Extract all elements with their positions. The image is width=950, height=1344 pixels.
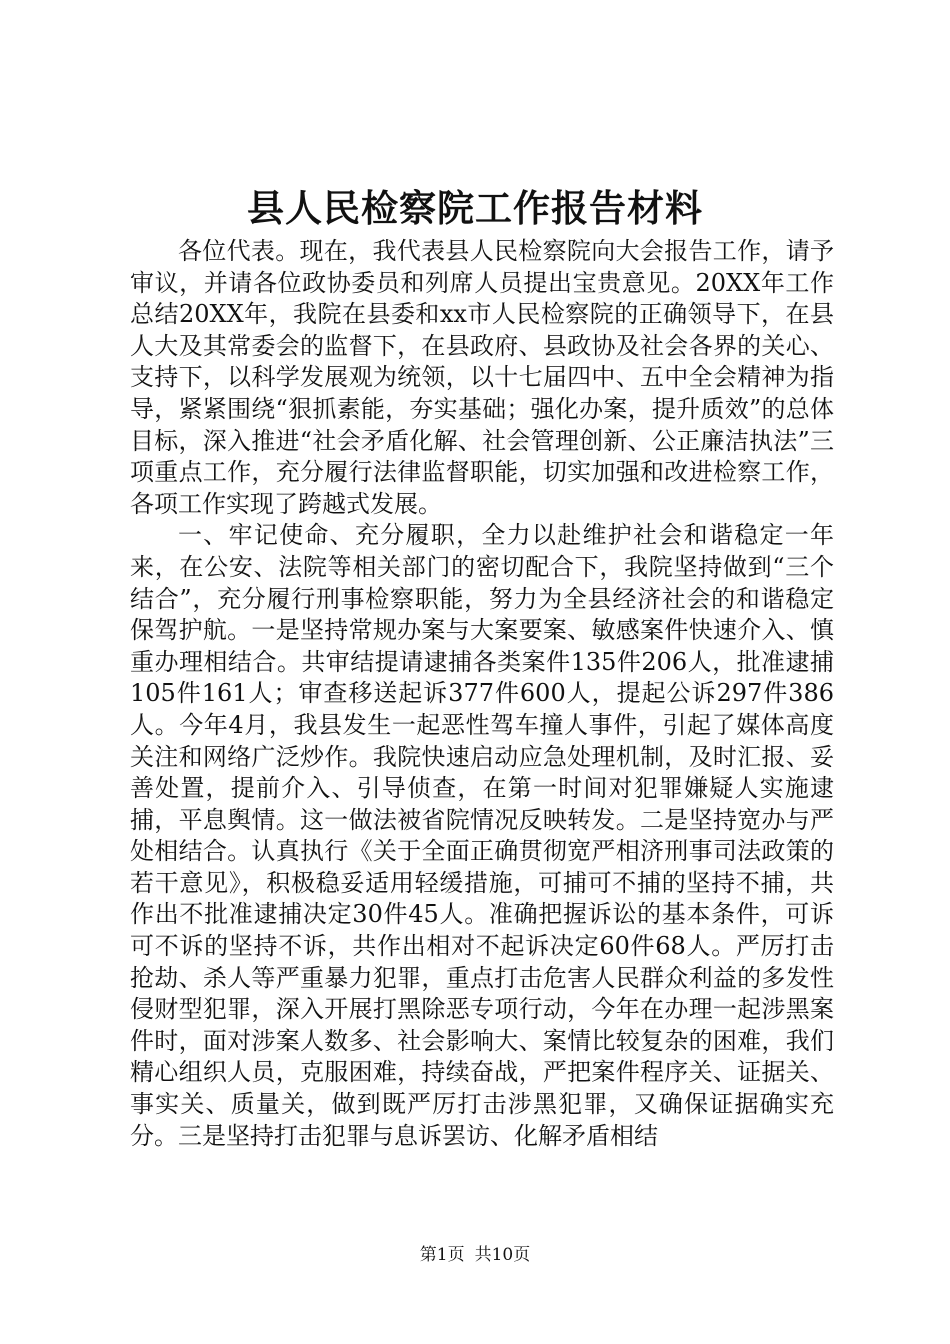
document-title: 县人民检察院工作报告材料 — [247, 186, 703, 230]
paragraph-intro: 各位代表。现在，我代表县人民检察院向大会报告工作，请予审议，并请各位政协委员和列席人员提出宝贵意见。20XX年工作总结20XX年，我院在县委和xx市人民检察院的正确领导下，在县人大及其常委会的监督下，在县政府、县政协及社会各界的关心、支持下，以科学发展观为统领，以十七届四中、五中全会精神为指导，紧紧围绕“狠抓素能，夯实基础；强化办案，提升质效”的总体目标，深入推进“社会矛盾化解、社会管理创新、公正廉洁执法”三项重点工作，充分履行法律监督职能，切实加强和改进检察工作，各项工作实现了跨越式发展。 — [130, 237, 834, 518]
paragraph-section-one: 一、牢记使命、充分履职，全力以赴维护社会和谐稳定一年来，在公安、法院等相关部门的密切配合下，我院坚持做到“三个结合”，充分履行刑事检察职能，努力为全县经济社会的和谐稳定保驾护航。一是坚持常规办案与大案要案、敏感案件快速介入、慎重办理相结合。共审结提请逮捕各类案件135件206人，批准逮捕105件161人；审查移送起诉377件600人，提起公诉297件386人。今年4月，我县发生一起恶性驾车撞人事件，引起了媒体高度关注和网络广泛炒作。我院快速启动应急处理机制，及时汇报、妥善处置，提前介入、引导侦查，在第一时间对犯罪嫌疑人实施逮捕，平息舆情。这一做法被省院情况反映转发。二是坚持宽办与严处相结合。认真执行《关于全面正确贯彻宽严相济刑事司法政策的若干意见》，积极稳妥适用轻缓措施，可捕可不捕的坚持不捕，共作出不批准逮捕决定30件45人。准确把握诉讼的基本条件，可诉可不诉的坚持不诉，共作出相对不起诉决定60件68人。严厉打击抢劫、杀人等严重暴力犯罪，重点打击危害人民群众利益的多发性侵财型犯罪，深入开展打黑除恶专项行动，今年在办理一起涉黑案件时，面对涉案人数多、社会影响大、案情比较复杂的困难，我们精心组织人员，克服困难，持续奋战，严把案件程序关、证据关、事实关、质量关，做到既严厉打击涉黑犯罪，又确保证据确实充分。三是坚持打击犯罪与息诉罢访、化解矛盾相结 — [130, 521, 834, 1150]
page-number: 第1页 — [419, 1245, 465, 1265]
page-count: 共10页 — [474, 1245, 531, 1265]
document-body — [130, 236, 834, 1152]
page-footer — [0, 1244, 950, 1266]
